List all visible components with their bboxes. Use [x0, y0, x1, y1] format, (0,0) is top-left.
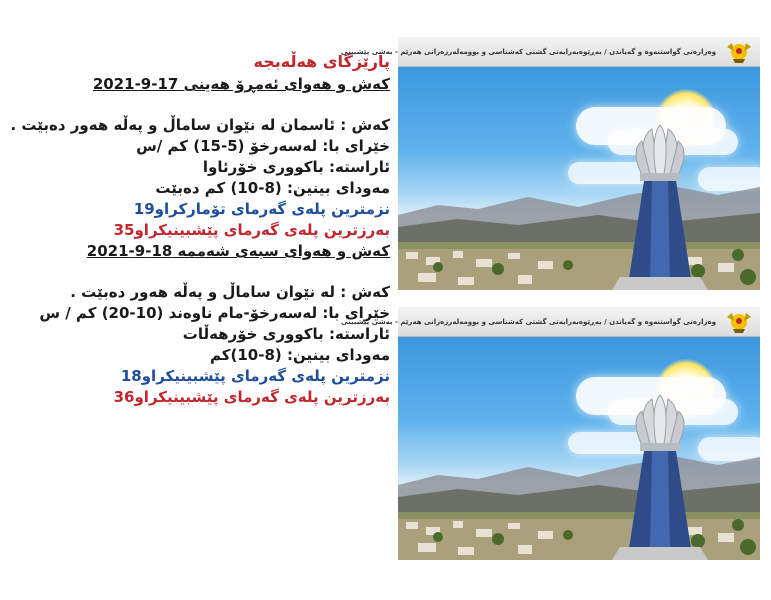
today-min-temp — [28, 199, 390, 220]
ministry-banner-text: وەزارەتی گواستنەوە و گەیاندن / بەڕێوەبەرایەتی گشتی کەشناسی و بوومەلەرزەزانی هەرێم - بەشی پێشبینی — [341, 317, 716, 326]
today-wind-speed: خێرای با: لەسەرخۆ (5-15) کم /س — [136, 137, 390, 155]
today-wind-direction: ئاراستە: باکووری خۆرئاوا — [202, 158, 390, 176]
today-visibility: مەودای بینین: (8-10) کم دەبێت — [155, 179, 390, 197]
tomorrow-min-temp — [28, 366, 390, 387]
forecast-image-today — [341, 37, 760, 290]
forecast-text — [10, 50, 390, 408]
today-max-temp — [28, 220, 390, 241]
tomorrow-max-temp-label: بەرزترین پلەی گەرمای پێشبینیکراو — [134, 388, 390, 406]
kurdistan-emblem-icon — [724, 309, 754, 335]
today-min-temp-label: نزمترین پلەی گەرمای تۆمارکراو — [154, 200, 390, 218]
tomorrow-max-temp — [28, 387, 390, 408]
kurdistan-emblem-icon — [724, 39, 754, 65]
tomorrow-min-temp-label: نزمترین پلەی گەرمای پێشبینیکراو — [141, 367, 390, 385]
tomorrow-heading: کەش و هەوای سبەی شەممە 18-9-2021 — [86, 242, 390, 260]
tomorrow-max-temp-value: 36 — [113, 388, 135, 406]
today-min-temp-value: 19 — [133, 200, 155, 218]
tomorrow-sky: کەش : لە نێوان ساماڵ و پەڵە هەور دەبێت . — [70, 283, 390, 301]
tomorrow-visibility: مەودای بینین: (8-10)کم — [210, 346, 390, 364]
ministry-banner — [341, 37, 760, 67]
ministry-banner-text: وەزارەتی گواستنەوە و گەیاندن / بەڕێوەبەرایەتی گشتی کەشناسی و بوومەلەرزەزانی هەرێم - بەشی پێشبینی — [341, 47, 716, 56]
tomorrow-min-temp-value: 18 — [120, 367, 142, 385]
today-sky: کەش : ئاسمان لە نێوان ساماڵ و پەڵە هەور دەبێت . — [10, 116, 390, 134]
province-title: پارێزگای هەڵەبجە — [253, 52, 390, 71]
tomorrow-wind-direction: ئاراستە: باکووری خۆرهەڵات — [182, 325, 390, 343]
halabja-landscape-icon — [398, 307, 760, 560]
today-max-temp-label: بەرزترین پلەی گەرمای پێشبینیکراو — [134, 221, 390, 239]
today-heading: کەش و هەوای ئەمڕۆ هەینی 17-9-2021 — [92, 75, 390, 93]
forecast-image-tomorrow — [341, 307, 760, 560]
ministry-banner — [341, 307, 760, 337]
tomorrow-wind-speed: خێرای با: لەسەرخۆ-مام ناوەند (10-20) کم / س — [39, 304, 390, 322]
today-max-temp-value: 35 — [113, 221, 135, 239]
halabja-landscape-icon — [398, 37, 760, 290]
